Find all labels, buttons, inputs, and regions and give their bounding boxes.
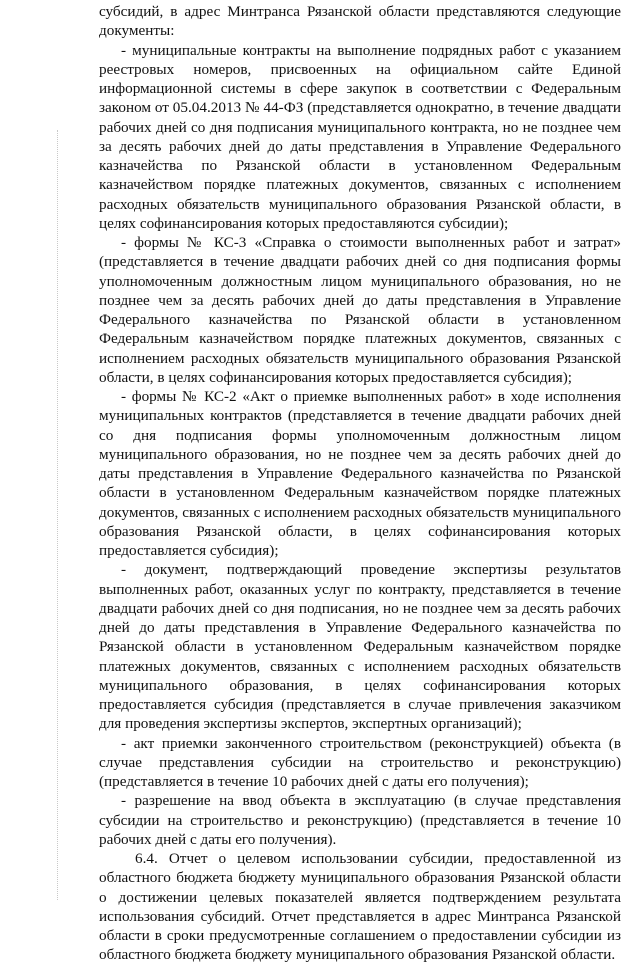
paragraph-intro: субсидий, в адрес Минтранса Рязанской области представляются следующие документы:	[99, 3, 621, 40]
paragraph-acceptance-act: - акт приемки законченного строительством (реконструкцией) объекта (в случае представления субсидии на строительство и реконструкцию) (представляется в течение 10 рабочих дней с даты его получения);	[99, 734, 621, 790]
paragraph-commissioning-permit: - разрешение на ввод объекта в эксплуатацию (в случае представления субсидии на строительство и реконструкцию) (представляется в течение 10 рабочих дней с даты его получения).	[99, 792, 621, 848]
scan-margin-line	[57, 130, 58, 900]
paragraph-ks3-form: - формы № КС-3 «Справка о стоимости выполненных работ и затрат» (представляется в течение двадцати рабочих дней со дня подписания формы уполномоченным должностным лицом муниципального образования, но не позднее чем за десять рабочих дней до даты представления в Управление Федерального казначейства по Рязанской области в установленном Федеральным казначейством порядке платежных документов, связанных с исполнением расходных обязательств муниципального образования Рязанской области, в целях софинансирования которых предоставляется субсидия);	[99, 234, 621, 386]
paragraph-expertise-document: - документ, подтверждающий проведение экспертизы результатов выполненных работ, оказанных услуг по контракту, представляется в течение двадцати рабочих дней со дня подписания, но не позднее чем за десять рабочих дней до даты представления в Управление Федерального казначейства по Рязанской области в установленном Федеральным казначейством порядке платежных документов, связанных с исполнением расходных обязательств муниципального образования, в целях софинансирования которых предоставляется субсидия (представляется в случае привлечения заказчиком для проведения экспертизы экспертов, экспертных организаций);	[99, 561, 621, 733]
paragraph-municipal-contracts: - муниципальные контракты на выполнение подрядных работ с указанием реестровых номеров, присвоенных на официальном сайте Единой информационной системы в сфере закупок в соответствии с Федеральным законом от 05.04.2013 № 44-ФЗ (представляется однократно, в течение двадцати рабочих дней со дня подписания муниципального контракта, но не позднее чем за десять рабочих дней до даты представления в Управление Федерального казначейства по Рязанской области в установленном Федеральным казначейством порядке платежных документов, связанных с исполнением расходных обязательств муниципального образования Рязанской области, в целях софинансирования которых предоставляются субсидии);	[99, 41, 621, 232]
document-body	[99, 2, 621, 965]
paragraph-section-6-4: 6.4. Отчет о целевом использовании субсидии, предоставленной из областного бюджета бюджету муниципального образования Рязанской области о достижении целевых показателей является подтверждением результата использования субсидий. Отчет представляется в адрес Минтранса Рязанской области в сроки предусмотренные соглашением о предоставлении субсидии из областного бюджета бюджету муниципального образования Рязанской области.	[99, 850, 621, 964]
paragraph-ks2-form: - формы № КС-2 «Акт о приемке выполненных работ» в ходе исполнения муниципальных контрактов (представляется в течение двадцати рабочих дней со дня подписания формы уполномоченным должностным лицом муниципального образования, но не позднее чем за десять рабочих дней до даты представления в Управление Федерального казначейства по Рязанской области в установленном Федеральным казначейством порядке платежных документов, связанных с исполнением расходных обязательств муниципального образования Рязанской области, в целях софинансирования которых предоставляется субсидия);	[99, 388, 621, 559]
